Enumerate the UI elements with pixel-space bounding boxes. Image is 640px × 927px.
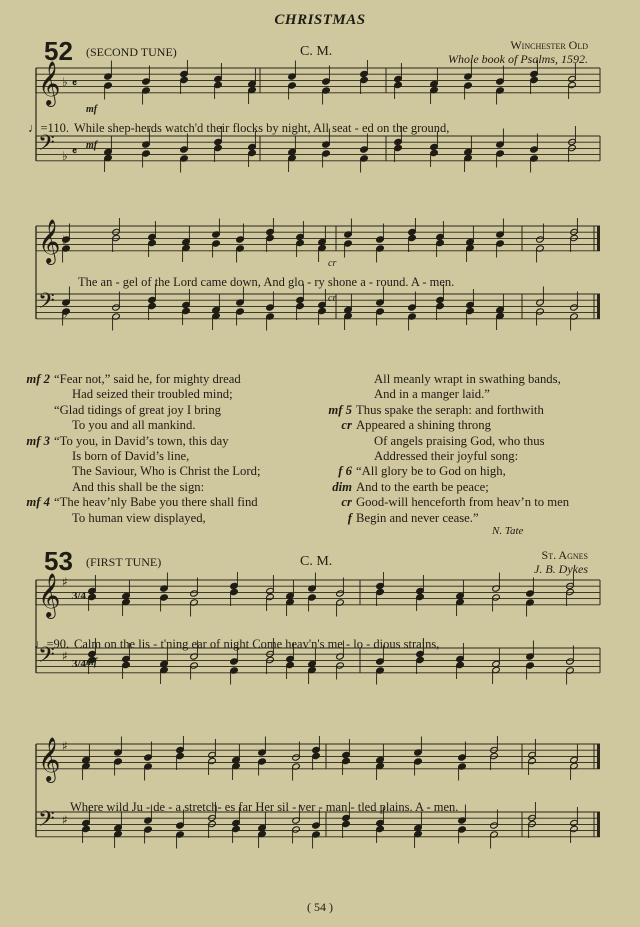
bass-clef-icon: 𝄢 [38,643,55,673]
verse-text: “All glory be to God on high, [356,464,506,479]
verse-text: Thus spake the seraph: and forthwith [356,402,544,417]
verse-dynamic: cr [341,495,352,510]
verse-line [16,464,336,479]
verse-line [318,511,638,526]
treble-clef-icon: 𝄞 [38,737,61,781]
verse-dynamic: cr [341,418,352,433]
verse-text: To human view displayed, [72,510,206,525]
verse-line [16,387,336,402]
hymn-number: 52 [44,36,73,66]
lyric-line-1: While shep-herds watch'd their flocks by night, All seat - ed on the ground, [74,121,450,135]
author: N. Tate [492,525,524,537]
key-signature-icon: ♯ [62,649,68,663]
time-signature-icon: 3/4 [72,590,87,602]
verse-line [16,480,336,495]
verse-line [16,511,336,526]
lyric-line-2: Where wild Ju - de - a stretch- es far Her sil - ver - man - tled plains. A - men. [70,800,459,814]
tune-label: (FIRST TUNE) [86,555,162,569]
tune-name: Winchester Old [510,38,588,52]
verse-line [16,372,336,387]
verse-text: And to the earth be peace; [356,479,489,494]
verse-line [16,418,336,433]
key-signature-icon: ♭ [62,149,68,163]
page-number: ( 54 ) [307,900,333,914]
verse-line [16,449,336,464]
verse-text: “Fear not,” said he, for mighty dread [54,372,241,386]
verse-text: The Saviour, Who is Christ the Lord; [72,464,261,479]
verse-line [318,449,638,464]
meter: C. M. [300,554,333,569]
verse-text: Addressed their joyful song: [374,449,519,464]
lyric-line-1: Calm on the lis - t'ning ear of night Come heav'n's me - lo - dious strains, [74,637,440,651]
treble-clef-icon: 𝄞 [38,219,61,263]
key-signature-icon: ♯ [62,813,68,827]
verse-line [318,418,638,433]
verse-line [318,403,638,418]
treble-staff [36,736,600,783]
page-header: CHRISTMAS [274,12,366,28]
tempo-marking: ♩=110. [28,121,69,135]
time-signature-icon: 𝄴 [72,146,77,158]
time-signature-icon: 𝄴 [72,78,77,90]
tempo-marking: ♩=90. [34,637,70,651]
bass-clef-icon: 𝄢 [38,807,55,837]
verse-text: Of angels praising God, who thus [374,433,545,448]
tune-source: J. B. Dykes [534,562,588,576]
verse-line [318,387,638,402]
key-signature-icon: ♯ [62,575,68,589]
verse-line [318,372,638,387]
verse-line [318,480,638,495]
verse-line [16,495,336,510]
treble-clef-icon: 𝄞 [38,61,61,105]
verse-text: “To you, in David’s town, this day [54,433,229,448]
bass-staff [36,284,600,331]
verses-left [16,372,336,526]
crescendo-marking-bass: cr [328,293,337,304]
verse-dynamic: dim [332,479,352,494]
dynamic-marking-bass: mf [86,140,98,151]
tune-name: St. Agnes [541,548,588,562]
verse-dynamic: f [347,510,352,525]
verse-dynamic: mf 5 [328,402,352,417]
time-signature-icon: 3/4 [72,658,87,670]
key-signature-icon: ♯ [62,739,68,753]
verse-text: Begin and never cease.” [356,510,479,525]
verse-text: And in a manger laid.” [374,387,490,402]
verse-dynamic: mf 2 [26,372,50,386]
verse-line [16,403,336,418]
treble-staff [36,60,600,107]
verse-text: Appeared a shining throng [356,418,491,433]
dynamic-marking-bass: mf [86,657,98,668]
verse-line [16,434,336,449]
verse-text: “Glad tidings of great joy I bring [54,402,222,417]
bass-clef-icon: 𝄢 [38,131,55,161]
verse-text: And this shall be the sign: [72,479,205,494]
verse-dynamic: mf 4 [26,495,50,510]
tune-label: (SECOND TUNE) [86,45,177,59]
verse-text: Good-will henceforth from heav’n to men [356,495,570,510]
treble-clef-icon: 𝄞 [38,573,61,617]
bass-clef-icon: 𝄢 [38,289,55,319]
dynamic-marking: mf [86,104,98,115]
key-signature-icon: ♭ [62,75,68,89]
treble-staff [36,572,600,619]
hymn-number: 53 [44,546,73,576]
verse-line [318,464,638,479]
lyric-line-2: The an - gel of the Lord came down, And glo - ry shone a - round. A - men. [78,275,455,289]
verse-line [318,495,638,510]
verses-right [318,372,638,526]
verse-text: Is born of David’s line, [72,449,190,464]
verse-line [318,434,638,449]
tune-source: Whole book of Psalms, 1592. [448,52,588,66]
treble-staff [36,218,600,265]
verse-text: Had seized their troubled mind; [72,387,233,402]
verse-text: “The heav’nly Babe you there shall find [54,495,258,510]
verse-dynamic: f 6 [338,464,352,479]
verse-text: All meanly wrapt in swathing bands, [374,372,561,386]
crescendo-marking: cr [328,258,337,269]
meter: C. M. [300,44,333,59]
verse-text: To you and all mankind. [72,418,196,433]
verse-dynamic: mf 3 [26,433,50,448]
